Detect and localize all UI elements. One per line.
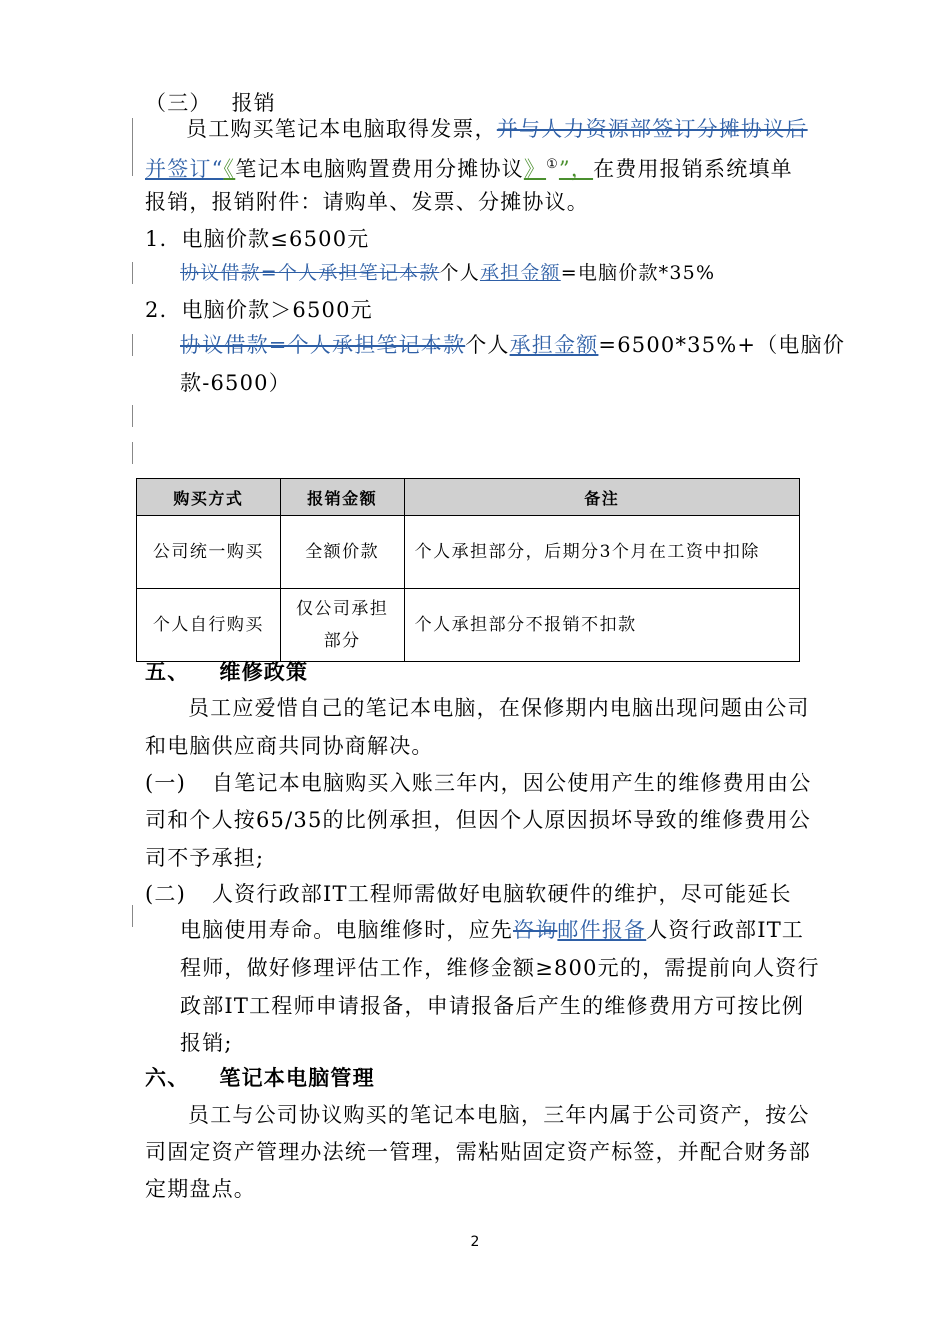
deleted-text: 咨询 bbox=[513, 918, 558, 942]
deleted-text: 并与人力资源部签订分摊协议后 bbox=[496, 117, 808, 141]
section6-heading: 六、 笔记本电脑管理 bbox=[145, 1066, 375, 1090]
inserted-text: ”， bbox=[558, 157, 594, 181]
column-header: 购买方式 bbox=[137, 479, 281, 516]
revision-bar bbox=[132, 118, 133, 176]
formula-line: 协议借款=个人承担笔记本款个人承担金额=电脑价款*35% bbox=[180, 262, 716, 284]
paragraph: 电脑使用寿命。电脑维修时，应先咨询邮件报备人资行政部IT工 bbox=[180, 918, 805, 942]
inserted-text: 《 bbox=[223, 157, 236, 181]
paragraph: 员工与公司协议购买的笔记本电脑，三年内属于公司资产，按公 bbox=[188, 1103, 810, 1127]
column-header: 备注 bbox=[404, 479, 799, 516]
table-cell: 全额价款 bbox=[280, 516, 404, 589]
paragraph: 程师，做好修理评估工作，维修金额≥800元的，需提前向人资行 bbox=[180, 956, 820, 980]
paragraph: 政部IT工程师申请报备，申请报备后产生的维修费用方可按比例 bbox=[180, 994, 805, 1018]
revision-bar bbox=[132, 262, 133, 284]
list-item: 2. 电脑价款＞6500元 bbox=[145, 298, 373, 322]
table-header-row bbox=[137, 479, 800, 516]
subsection: (一) 自笔记本电脑购买入账三年内，因公使用产生的维修费用由公 bbox=[145, 771, 812, 795]
column-header: 报销金额 bbox=[280, 479, 404, 516]
paragraph: 司固定资产管理办法统一管理，需粘贴固定资产标签，并配合财务部 bbox=[145, 1140, 811, 1164]
deleted-text: 协议借款=个人承担笔记本款 bbox=[180, 262, 440, 284]
reimbursement-table bbox=[136, 478, 800, 662]
section5-heading: 五、 维修政策 bbox=[145, 660, 309, 684]
revision-bar bbox=[132, 442, 133, 464]
paragraph: 报销，报销附件：请购单、发票、分摊协议。 bbox=[145, 190, 589, 214]
page-number: 2 bbox=[470, 1234, 480, 1250]
deleted-text: 协议借款=个人承担笔记本款 bbox=[180, 333, 466, 357]
inserted-text: 承担金额 bbox=[479, 262, 561, 284]
inserted-text: 承担金额 bbox=[509, 333, 599, 357]
paragraph: 司和个人按65/35的比例承担，但因个人原因损坏导致的维修费用公 bbox=[145, 808, 811, 832]
formula-line: 协议借款=个人承担笔记本款个人承担金额=6500*35%+（电脑价 bbox=[180, 333, 846, 357]
paragraph: 报销; bbox=[180, 1031, 233, 1055]
table-cell: 仅公司承担 部分 bbox=[280, 589, 404, 662]
revision-bar bbox=[132, 905, 133, 927]
heading-number: （三） bbox=[145, 91, 212, 115]
table-row bbox=[137, 516, 800, 589]
inserted-text: 》 bbox=[523, 157, 547, 181]
paragraph: 员工购买笔记本电脑取得发票，并与人力资源部签订分摊协议后 bbox=[186, 117, 808, 141]
inserted-text: 邮件报备 bbox=[557, 918, 647, 942]
subsection: (二) 人资行政部IT工程师需做好电脑软硬件的维护，尽可能延长 bbox=[145, 882, 792, 906]
table-row bbox=[137, 589, 800, 662]
table-cell: 个人承担部分不报销不扣款 bbox=[404, 589, 799, 662]
paragraph: 员工应爱惜自己的笔记本电脑，在保修期内电脑出现问题由公司 bbox=[188, 696, 810, 720]
paragraph: 司不予承担; bbox=[145, 846, 265, 870]
table-cell: 公司统一购买 bbox=[137, 516, 281, 589]
revision-bar bbox=[132, 334, 133, 356]
paragraph: 和电脑供应商共同协商解决。 bbox=[145, 734, 434, 758]
footnote-marker: ① bbox=[546, 157, 559, 172]
revision-bar bbox=[132, 405, 133, 427]
table-cell: 个人自行购买 bbox=[137, 589, 281, 662]
list-item: 1. 电脑价款≤6500元 bbox=[145, 227, 370, 251]
formula-continuation: 款-6500） bbox=[180, 371, 291, 395]
heading-text: 报销 bbox=[231, 91, 277, 115]
table-cell: 个人承担部分，后期分3个月在工资中扣除 bbox=[404, 516, 799, 589]
paragraph: 并签订“《笔记本电脑购置费用分摊协议》①”，在费用报销系统填单 bbox=[145, 157, 793, 181]
paragraph: 定期盘点。 bbox=[145, 1177, 256, 1201]
inserted-text: 并签订“ bbox=[145, 157, 224, 181]
